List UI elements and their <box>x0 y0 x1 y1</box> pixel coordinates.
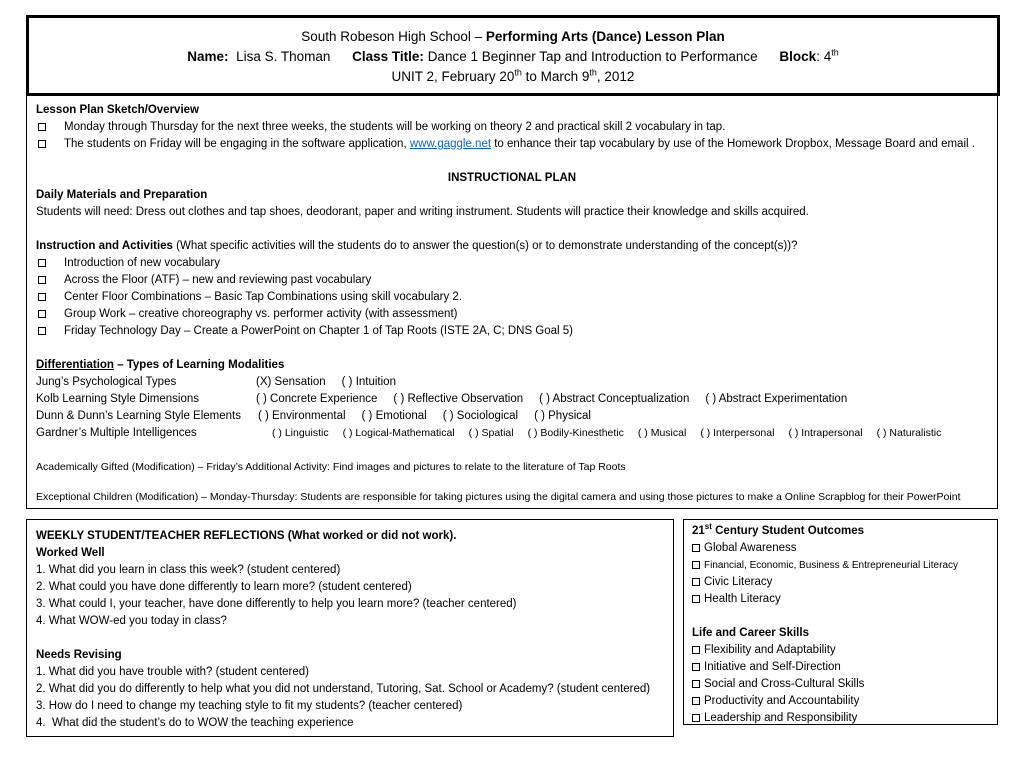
gardner-row <box>36 425 988 442</box>
header-title-line <box>29 27 997 47</box>
outcome-item <box>692 574 989 591</box>
checkbox-icon[interactable] <box>38 310 46 318</box>
school-name: South Robeson High School – <box>301 29 486 44</box>
activity-item <box>36 272 988 289</box>
jung-options: (X) Sensation ( ) Intuition <box>256 376 396 388</box>
unit-dates <box>29 67 997 87</box>
jung-row <box>36 374 988 391</box>
outcomes-heading <box>692 523 989 540</box>
overview-item <box>36 119 988 136</box>
reflection-question: 1. What did you learn in class this week? (student centered) <box>36 564 341 576</box>
activity-item <box>36 323 988 340</box>
outcome-item <box>692 557 989 574</box>
unit-sup-1: th <box>514 67 522 78</box>
materials-text: Students will need: Dress out clothes and tap shoes, deodorant, paper and writing instrument. Students will practice their knowledge and skills acquired. <box>36 206 809 218</box>
gardner-option: ( ) Spatial <box>468 427 514 439</box>
checkbox-icon[interactable] <box>692 680 700 688</box>
kolb-label: Kolb Learning Style Dimensions <box>36 393 200 405</box>
reflection-question: 2. What could you have done differently to learn more? (student centered) <box>36 581 412 593</box>
reflections-heading: WEEKLY STUDENT/TEACHER REFLECTIONS (What worked or did not work). <box>36 530 457 542</box>
gardner-label: Gardner’s Multiple Intelligences <box>36 427 197 439</box>
header-info-line <box>29 47 997 67</box>
life-career-heading: Life and Career Skills <box>692 627 809 639</box>
checkbox-icon[interactable] <box>692 578 700 586</box>
jung-label: Jung’s Psychological Types <box>36 376 177 388</box>
block-sup: th <box>831 47 839 58</box>
activity-text: Center Floor Combinations – Basic Tap Combinations using skill vocabulary 2. <box>64 291 463 303</box>
kolb-row <box>36 391 988 408</box>
activity-text: Across the Floor (ATF) – new and reviewing past vocabulary <box>64 274 372 286</box>
unit-sup-2: th <box>589 67 597 78</box>
outcome-item <box>692 540 989 557</box>
needs-revising-heading: Needs Revising <box>36 649 122 661</box>
gardner-option: ( ) Linguistic <box>272 427 329 439</box>
life-skill-item <box>692 676 989 693</box>
exceptional-modification: Exceptional Children (Modification) – Monday-Thursday: Students are responsible for taking pictures using the digital camera and using those pictures to make a Online Scrapblog for their PowerPoint <box>36 491 961 503</box>
outcome-label: Civic Literacy <box>704 576 773 588</box>
gardner-option: ( ) Musical <box>637 427 687 439</box>
reflection-question: 3. How do I need to change my teaching style to fit my students? (teacher centered) <box>36 700 463 712</box>
reflection-question: 4. What did the student’s do to WOW the teaching experience <box>36 717 354 729</box>
differentiation-heading-underlined: Differentiation <box>36 359 114 371</box>
gifted-modification: Academically Gifted (Modification) – Friday’s Additional Activity: Find images and pictures to relate to the literature of Tap Roots <box>36 461 626 473</box>
checkbox-icon[interactable] <box>38 259 46 267</box>
block-label: Block <box>779 49 817 64</box>
life-skill-item <box>692 642 989 659</box>
plan-title: Performing Arts (Dance) Lesson Plan <box>485 29 725 44</box>
activity-text: Group Work – creative choreography vs. performer activity (with assessment) <box>64 308 458 320</box>
instructional-plan-heading: INSTRUCTIONAL PLAN <box>447 172 577 184</box>
gardner-option: ( ) Naturalistic <box>876 427 942 439</box>
checkbox-icon[interactable] <box>38 327 46 335</box>
gaggle-link[interactable]: www.gaggle.net <box>409 138 492 150</box>
checkbox-icon[interactable] <box>38 140 46 148</box>
checkbox-icon[interactable] <box>38 276 46 284</box>
class-title-label: Class Title: <box>352 49 424 64</box>
life-skill-label: Productivity and Accountability <box>704 695 860 707</box>
differentiation-heading-rest: – Types of Learning Modalities <box>113 359 285 371</box>
life-skill-item <box>692 659 989 676</box>
teacher-name: Lisa S. Thoman <box>236 49 331 64</box>
activity-item <box>36 255 988 272</box>
life-skill-item <box>692 710 989 727</box>
reflection-question: 4. What WOW-ed you today in class? <box>36 615 227 627</box>
differentiation-heading <box>36 357 988 374</box>
overview-heading: Lesson Plan Sketch/Overview <box>36 104 199 116</box>
outcome-item <box>692 591 989 608</box>
name-label: Name: <box>187 49 229 64</box>
outcome-label: Financial, Economic, Business & Entrepreneurial Literacy <box>704 560 959 571</box>
overview-item-text: to enhance their tap vocabulary by use of the Homework Dropbox, Message Board and email . <box>491 138 975 150</box>
class-title-value: Dance 1 Beginner Tap and Introduction to Performance <box>427 49 758 64</box>
instruction-heading-line <box>36 238 988 255</box>
weekly-reflections-box <box>26 519 674 737</box>
outcome-label: Global Awareness <box>704 542 797 554</box>
checkbox-icon[interactable] <box>692 697 700 705</box>
overview-item-text: The students on Friday will be engaging in the software application, <box>64 138 410 150</box>
dunn-label: Dunn & Dunn’s Learning Style Elements <box>36 410 241 422</box>
outcomes-heading-sup: st <box>704 522 712 532</box>
instruction-question: (What specific activities will the students do to answer the question(s) or to demonstrate understanding of the concept(s))? <box>172 240 798 252</box>
outcomes-heading-text: Century Student Outcomes <box>711 525 864 537</box>
reflection-question: 1. What did you have trouble with? (student centered) <box>36 666 309 678</box>
outcomes-heading-number: 21 <box>692 525 705 537</box>
lesson-plan-body <box>26 95 998 509</box>
gardner-option: ( ) Intrapersonal <box>788 427 863 439</box>
activity-item <box>36 306 988 323</box>
life-skill-item <box>692 693 989 710</box>
life-skill-label: Social and Cross-Cultural Skills <box>704 678 865 690</box>
outcome-label: Health Literacy <box>704 593 781 605</box>
block-value: : 4 <box>816 49 832 64</box>
kolb-options: ( ) Concrete Experience ( ) Reflective Observation ( ) Abstract Conceptualization ( ) Abstract Experimentation <box>256 393 848 405</box>
checkbox-icon[interactable] <box>38 123 46 131</box>
checkbox-icon[interactable] <box>692 646 700 654</box>
lesson-plan-header <box>26 15 1000 96</box>
checkbox-icon[interactable] <box>692 544 700 552</box>
activity-text: Introduction of new vocabulary <box>64 257 220 269</box>
activity-item <box>36 289 988 306</box>
checkbox-icon[interactable] <box>692 595 700 603</box>
gardner-option: ( ) Bodily-Kinesthetic <box>527 427 624 439</box>
checkbox-icon[interactable] <box>692 663 700 671</box>
life-skill-label: Initiative and Self-Direction <box>704 661 841 673</box>
checkbox-icon[interactable] <box>692 714 700 722</box>
dunn-row <box>36 408 988 425</box>
overview-item-text: Monday through Thursday for the next three weeks, the students will be working on theory 2 and practical skill 2 vocabulary in tap. <box>64 121 726 133</box>
century-outcomes-box <box>683 519 998 725</box>
life-skill-label: Leadership and Responsibility <box>704 712 858 724</box>
worked-well-heading: Worked Well <box>36 547 105 559</box>
unit-text-c: , 2012 <box>596 69 635 84</box>
checkbox-icon[interactable] <box>692 561 700 569</box>
overview-item <box>36 136 988 153</box>
reflection-question: 3. What could I, your teacher, have done differently to help you learn more? (teacher centered) <box>36 598 517 610</box>
unit-text-a: UNIT 2, February 20 <box>391 69 515 84</box>
dunn-options: ( ) Environmental ( ) Emotional ( ) Sociological ( ) Physical <box>258 410 591 422</box>
checkbox-icon[interactable] <box>38 293 46 301</box>
unit-text-b: to March 9 <box>521 69 590 84</box>
reflection-question: 2. What did you do differently to help what you did not understand, Tutoring, Sat. School or Academy? (student centered) <box>36 683 651 695</box>
life-skill-label: Flexibility and Adaptability <box>704 644 836 656</box>
materials-heading: Daily Materials and Preparation <box>36 189 208 201</box>
gardner-option: ( ) Logical-Mathematical <box>342 427 455 439</box>
instruction-heading: Instruction and Activities <box>36 240 173 252</box>
gardner-option: ( ) Interpersonal <box>700 427 775 439</box>
activity-text: Friday Technology Day – Create a PowerPoint on Chapter 1 of Tap Roots (ISTE 2A, C; DNS Goal 5) <box>64 325 574 337</box>
